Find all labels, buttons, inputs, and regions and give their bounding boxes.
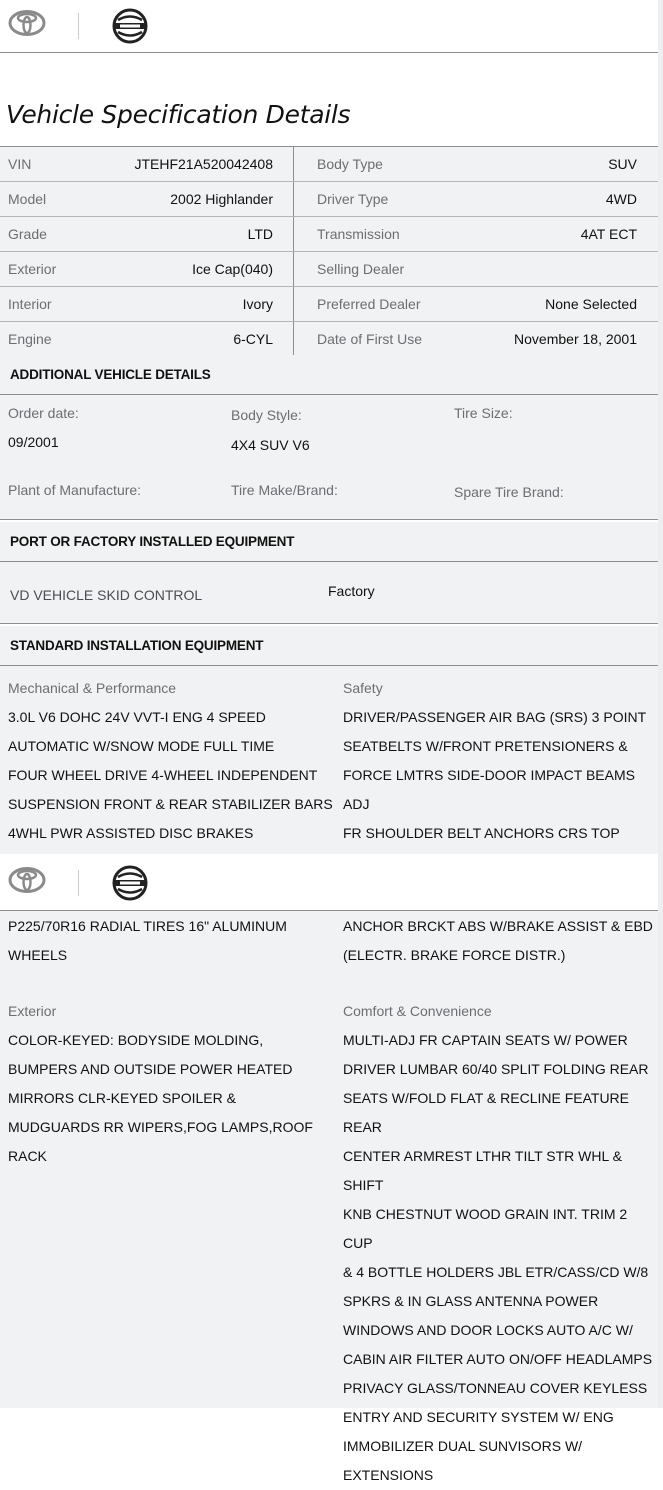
tire-make-label: Tire Make/Brand: xyxy=(231,482,338,498)
spec-row xyxy=(0,182,658,217)
order-date-value: 09/2001 xyxy=(8,434,59,450)
header-divider xyxy=(78,13,79,39)
spec-value: 2002 Highlander xyxy=(170,191,273,207)
spec-value: Ivory xyxy=(242,296,273,312)
standard-equipment-section xyxy=(0,626,658,854)
body-style-value: 4X4 SUV V6 xyxy=(231,437,310,453)
comfort-line: CABIN AIR FILTER AUTO ON/OFF HEADLAMPS xyxy=(343,1351,653,1367)
safety-heading: Safety xyxy=(343,680,383,696)
spec-label: Interior xyxy=(8,296,52,312)
spec-label: Transmission xyxy=(317,226,400,242)
spec-row xyxy=(0,322,658,357)
comfort-line: & 4 BOTTLE HOLDERS JBL ETR/CASS/CD W/8 xyxy=(343,1264,649,1280)
port-factory-section xyxy=(0,522,658,624)
exterior-heading: Exterior xyxy=(8,1003,57,1019)
spec-value: None Selected xyxy=(545,296,637,312)
spec-label: Exterior xyxy=(8,261,57,277)
comfort-line: CENTER ARMREST LTHR TILT STR WHL & SHIFT xyxy=(343,1148,623,1193)
exterior-line: MIRRORS CLR-KEYED SPOILER & xyxy=(8,1090,236,1106)
tire-size-label: Tire Size: xyxy=(454,405,513,421)
spec-label: Model xyxy=(8,191,47,207)
spec-row xyxy=(0,252,658,287)
safety-line: FORCE LMTRS SIDE-DOOR IMPACT BEAMS ADJ xyxy=(343,767,635,812)
mechanical-line: FOUR WHEEL DRIVE 4-WHEEL INDEPENDENT xyxy=(8,767,318,783)
brand-header-repeat xyxy=(0,857,658,911)
mechanical-line: 3.0L V6 DOHC 24V VVT-I ENG 4 SPEED xyxy=(8,709,266,725)
equipment-item: VD VEHICLE SKID CONTROL xyxy=(10,587,203,603)
comfort-line: MULTI-ADJ FR CAPTAIN SEATS W/ POWER xyxy=(343,1032,628,1048)
safety-line: ANCHOR BRCKT ABS W/BRAKE ASSIST & EBD xyxy=(343,918,653,934)
spare-tire-label: Spare Tire Brand: xyxy=(454,484,564,500)
spec-row xyxy=(0,147,658,182)
spec-value: 4WD xyxy=(605,191,637,207)
scion-logo-icon xyxy=(110,8,150,49)
toyota-logo-icon xyxy=(8,9,46,42)
toyota-logo-icon xyxy=(8,866,46,899)
spec-row xyxy=(0,217,658,252)
mechanical-line: AUTOMATIC W/SNOW MODE FULL TIME xyxy=(8,738,275,754)
safety-column-continued xyxy=(343,912,653,970)
comfort-heading: Comfort & Convenience xyxy=(343,1003,492,1019)
mechanical-line: SUSPENSION FRONT & REAR STABILIZER BARS xyxy=(8,796,333,812)
mechanical-line: P225/70R16 RADIAL TIRES 16" ALUMINUM xyxy=(8,918,287,934)
section-heading: PORT OR FACTORY INSTALLED EQUIPMENT xyxy=(0,522,658,562)
exterior-line: BUMPERS AND OUTSIDE POWER HEATED xyxy=(8,1061,293,1077)
mechanical-heading: Mechanical & Performance xyxy=(8,680,177,696)
exterior-line: COLOR-KEYED: BODYSIDE MOLDING, xyxy=(8,1032,264,1048)
safety-line: (ELECTR. BRAKE FORCE DISTR.) xyxy=(343,947,566,963)
spec-value: LTD xyxy=(247,226,273,242)
spec-label: Driver Type xyxy=(317,191,389,207)
comfort-line: DRIVER LUMBAR 60/40 SPLIT FOLDING REAR xyxy=(343,1061,649,1077)
safety-line: FR SHOULDER BELT ANCHORS CRS TOP xyxy=(343,825,620,841)
spec-table xyxy=(0,146,658,357)
spec-label: Selling Dealer xyxy=(317,261,405,277)
body-style-label: Body Style: xyxy=(231,407,302,423)
safety-line: DRIVER/PASSENGER AIR BAG (SRS) 3 POINT xyxy=(343,709,647,725)
comfort-line: PRIVACY GLASS/TONNEAU COVER KEYLESS xyxy=(343,1380,648,1396)
comfort-line: WINDOWS AND DOOR LOCKS AUTO A/C W/ xyxy=(343,1322,633,1338)
spec-value: JTEHF21A520042408 xyxy=(134,156,273,172)
section-heading: ADDITIONAL VEHICLE DETAILS xyxy=(0,355,658,395)
order-date-label: Order date: xyxy=(8,405,79,421)
spec-label: Body Type xyxy=(317,156,383,172)
page-title: Vehicle Specification Details xyxy=(6,100,351,129)
exterior-line: MUDGUARDS RR WIPERS,FOG LAMPS,ROOF xyxy=(8,1119,313,1135)
spec-value: November 18, 2001 xyxy=(514,331,637,347)
safety-line: SEATBELTS W/FRONT PRETENSIONERS & xyxy=(343,738,628,754)
spec-label: Date of First Use xyxy=(317,331,423,347)
plant-label: Plant of Manufacture: xyxy=(8,482,142,498)
spec-row xyxy=(0,287,658,322)
spec-label: VIN xyxy=(8,156,32,172)
additional-details-section xyxy=(0,355,658,520)
mechanical-column-continued xyxy=(8,912,287,970)
scion-logo-icon xyxy=(110,865,150,906)
spec-value: SUV xyxy=(608,156,637,172)
brand-header xyxy=(0,0,658,53)
comfort-line: SPKRS & IN GLASS ANTENNA POWER xyxy=(343,1293,599,1309)
equipment-source: Factory xyxy=(328,583,375,599)
spec-label: Preferred Dealer xyxy=(317,296,421,312)
exterior-line: RACK xyxy=(8,1148,47,1164)
mechanical-line: 4WHL PWR ASSISTED DISC BRAKES xyxy=(8,825,254,841)
spec-value: 6-CYL xyxy=(233,331,273,347)
spec-value: 4AT ECT xyxy=(580,226,637,242)
comfort-line: SEATS W/FOLD FLAT & RECLINE FEATURE REAR xyxy=(343,1090,630,1135)
comfort-line: KNB CHESTNUT WOOD GRAIN INT. TRIM 2 CUP xyxy=(343,1206,628,1251)
mechanical-line: WHEELS xyxy=(8,947,68,963)
spec-label: Grade xyxy=(8,226,47,242)
comfort-column xyxy=(343,997,658,1490)
section-heading: STANDARD INSTALLATION EQUIPMENT xyxy=(0,626,658,666)
comfort-line: IMMOBILIZER DUAL SUNVISORS W/ xyxy=(343,1438,583,1454)
exterior-column xyxy=(8,997,313,1171)
header-divider xyxy=(78,870,79,896)
mechanical-column xyxy=(8,674,333,848)
comfort-line: ENTRY AND SECURITY SYSTEM W/ ENG xyxy=(343,1409,614,1425)
spec-value: Ice Cap(040) xyxy=(192,261,273,277)
spec-label: Engine xyxy=(8,331,52,347)
comfort-line: EXTENSIONS xyxy=(343,1467,434,1483)
standard-equipment-continued xyxy=(0,911,658,1483)
page-edge xyxy=(658,0,663,1408)
